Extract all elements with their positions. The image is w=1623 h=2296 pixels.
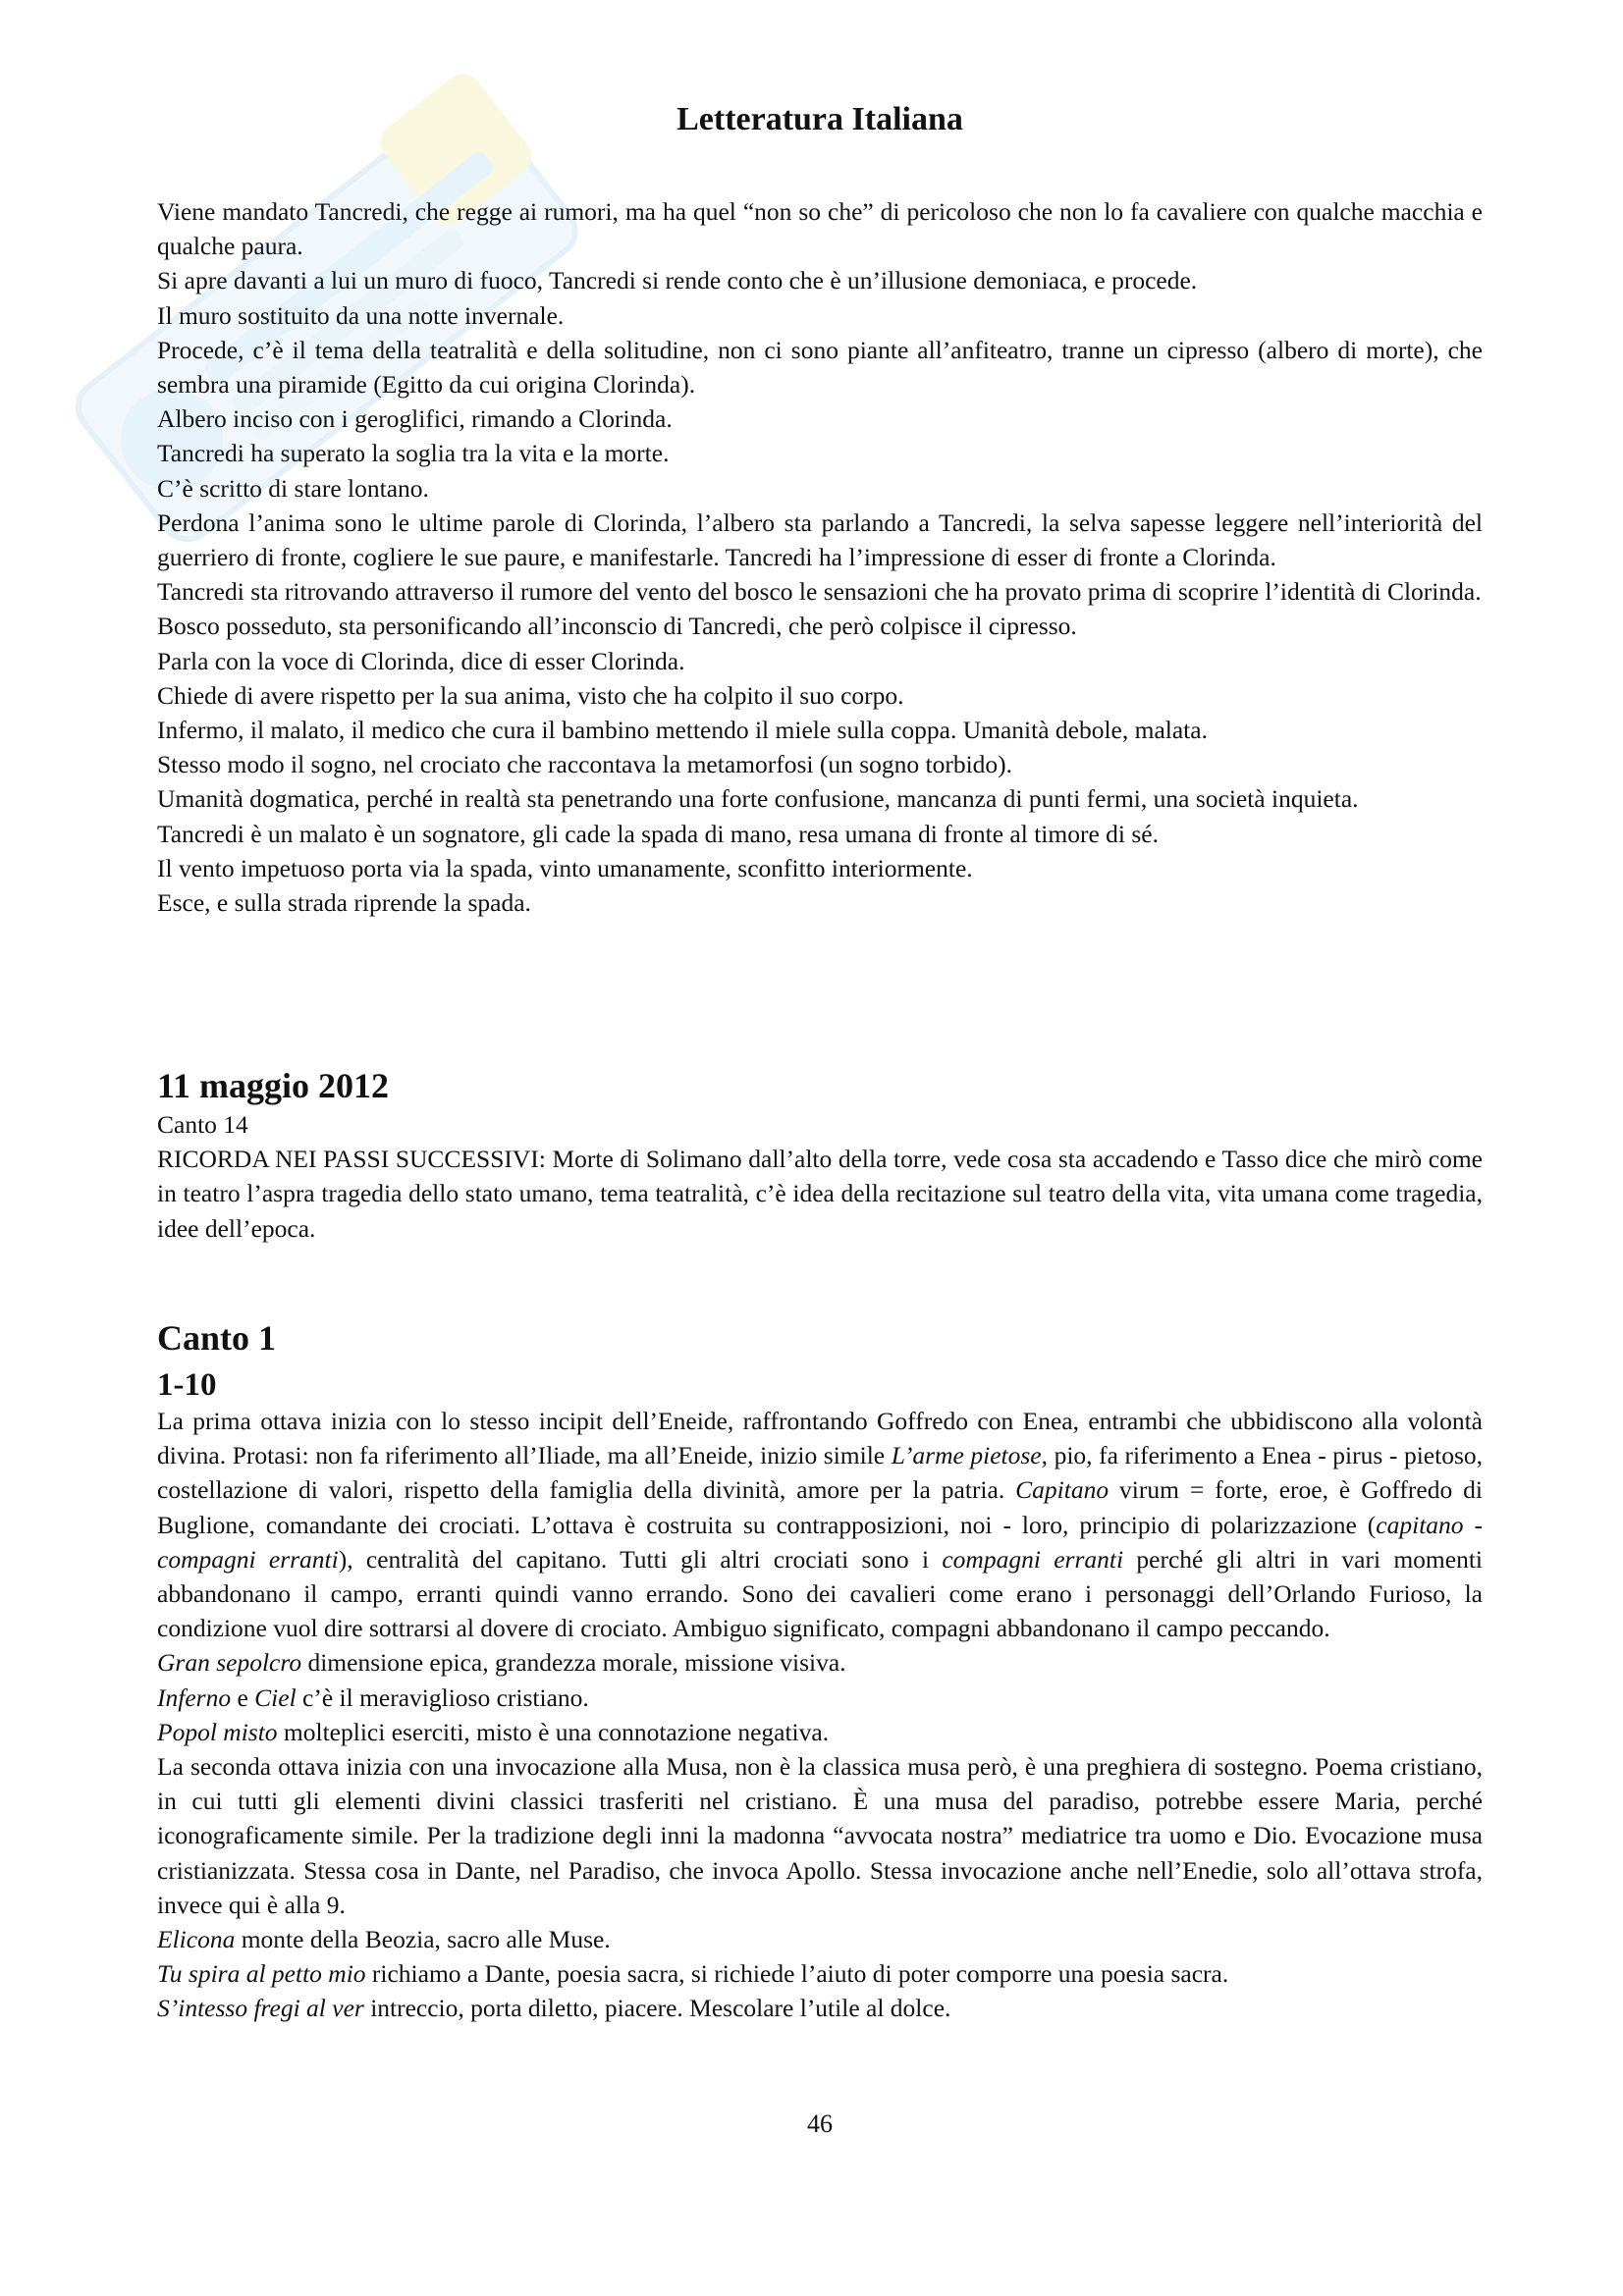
- paragraph: [157, 1922, 1483, 1956]
- italic-quote: L’arme pietose: [891, 1441, 1042, 1470]
- text-run: , pio, fa riferimento a Enea - pirus - pietoso, costellazione di valori, rispetto della famiglia della divinità, amore per la patria.: [157, 1441, 1483, 1505]
- paragraph: [157, 1991, 1483, 2025]
- range-subheading: 1-10: [157, 1367, 217, 1403]
- italic-quote: Inferno: [157, 1682, 232, 1712]
- italic-quote: Ciel: [254, 1682, 297, 1712]
- canto-label: Canto 14: [157, 1110, 248, 1139]
- paragraph: Parla con la voce di Clorinda, dice di esser Clorinda.: [157, 646, 685, 675]
- page-number: 46: [807, 2109, 833, 2138]
- paragraph: Tancredi sta ritrovando attraverso il rumore del vento del bosco le sensazioni che ha provato prima di scoprire l’identità di Clorinda.: [157, 577, 1482, 607]
- italic-quote: compagni erranti: [942, 1544, 1124, 1574]
- text-run: e: [231, 1682, 255, 1712]
- italic-quote: Popol misto: [157, 1717, 278, 1746]
- paragraph: Perdona l’anima sono le ultime parole di Clorinda, l’albero sta parlando a Tancredi, la selva sapesse leggere nell’interiorità del guerriero di fronte, cogliere le sue paure, e manifestarle. Tancredi ha l’impressione di esser di fronte a Clorinda.: [157, 507, 1483, 572]
- italic-quote: Capitano: [1015, 1475, 1109, 1505]
- text-run: intreccio, porta diletto, piacere. Mescolare l’utile al dolce.: [363, 1994, 951, 2023]
- italic-quote: capitano - compagni erranti: [157, 1510, 1483, 1574]
- italic-quote: Tu spira al petto mio: [157, 1959, 366, 1989]
- paragraph: Tancredi ha superato la soglia tra la vita e la morte.: [157, 439, 670, 468]
- paragraph: Esce, e sulla strada riprende la spada.: [157, 888, 531, 918]
- paragraph: Bosco posseduto, sta personificando all’inconscio di Tancredi, che però colpisce il cipresso.: [157, 612, 1077, 641]
- paragraph: Viene mandato Tancredi, che regge ai rumori, ma ha quel “non so che” di pericoloso che non lo fa cavaliere con qualche macchia e qualche paura.: [157, 197, 1483, 261]
- paragraph: Umanità dogmatica, perché in realtà sta penetrando una forte confusione, mancanza di punti fermi, una società inquieta.: [157, 784, 1359, 814]
- paragraph: RICORDA NEI PASSI SUCCESSIVI: Morte di Solimano dall’alto della torre, vede cosa sta accadendo e Tasso dice che mirò come in teatro l’aspra tragedia dello stato umano, tema teatralità, c’è idea della recitazione sul teatro della vita, vita umana come tragedia, idee dell’epoca.: [157, 1145, 1483, 1243]
- notes-section-date: [157, 1107, 1483, 1246]
- paragraph: Infermo, il malato, il medico che cura il bambino mettendo il miele sulla coppa. Umanità debole, malata.: [157, 716, 1208, 745]
- paragraph: Il vento impetuoso porta via la spada, vinto umanamente, sconfitto interiormente.: [157, 853, 973, 882]
- paragraph: Procede, c’è il tema della teatralità e della solitudine, non ci sono piante all’anfiteatro, tranne un cipresso (albero di morte), che sembra una piramide (Egitto da cui origina Clorinda).: [157, 335, 1483, 400]
- paragraph: Tancredi è un malato è un sognatore, gli cade la spada di mano, resa umana di fronte al timore di sé.: [157, 819, 1159, 848]
- date-heading: 11 maggio 2012: [157, 1066, 390, 1105]
- paragraph: Stesso modo il sogno, nel crociato che raccontava la metamorfosi (un sogno torbido).: [157, 750, 1013, 779]
- notes-section-canto-1: [157, 1404, 1483, 2026]
- text-run: La prima ottava inizia con lo stesso incipit dell’Eneide, raffrontando Goffredo con Enea, entrambi che ubbidiscono alla volontà divina. Protasi: non fa riferimento all’Iliade, ma all’Eneide, inizio simile: [157, 1407, 1483, 1470]
- text-run: molteplici eserciti, misto è una connotazione negativa.: [277, 1717, 830, 1746]
- page-title: Letteratura Italiana: [676, 101, 963, 137]
- text-run: dimensione epica, grandezza morale, missione visiva.: [301, 1648, 846, 1678]
- text-run: richiamo a Dante, poesia sacra, si richiede l’aiuto di poter comporre una poesia sacra.: [365, 1959, 1229, 1989]
- notes-section-tancredi: [157, 194, 1483, 920]
- paragraph: Il muro sostituito da una notte invernale.: [157, 300, 565, 330]
- paragraph: [157, 1715, 1483, 1749]
- paragraph: [157, 1645, 1483, 1680]
- text-run: virum = forte, eroe, è Goffredo di Buglione, comandante dei crociati. L’ottava è costruita su contrapposizioni, noi - loro, principio di polarizzazione (: [157, 1475, 1483, 1539]
- text-run: c’è il meraviglioso cristiano.: [296, 1682, 589, 1712]
- paragraph: C’è scritto di stare lontano.: [157, 473, 429, 503]
- paragraph: La seconda ottava inizia con una invocazione alla Musa, non è la classica musa però, è una preghiera di sostegno. Poema cristiano, in cui tutti gli elementi divini classici trasferiti nel cristiano. È una musa del paradiso, potrebbe essere Maria, perché iconograficamente simile. Per la tradizione degli inni la madonna “avvocata nostra” mediatrice tra uomo e Dio. Evocazione musa cristianizzata. Stessa cosa in Dante, nel Paradiso, che invoca Apollo. Stessa invocazione anche nell’Enedie, solo all’ottava strofa, invece qui è alla 9.: [157, 1752, 1483, 1919]
- paragraph: [157, 1681, 1483, 1715]
- paragraph: [157, 1404, 1483, 1645]
- italic-quote: S’intesso fregi al ver: [157, 1994, 364, 2023]
- paragraph: Chiede di avere rispetto per la sua anima, visto che ha colpito il suo corpo.: [157, 680, 904, 710]
- text-run: monte della Beozia, sacro alle Muse.: [235, 1925, 611, 1954]
- italic-quote: Gran sepolcro: [157, 1648, 302, 1678]
- italic-quote: Elicona: [157, 1925, 236, 1954]
- paragraph: [157, 1956, 1483, 1991]
- text-run: perché gli altri in vari momenti abbandonano il campo, erranti quindi vanno errando. Sono dei cavalieri come erano i personaggi dell’Orlando Furioso, la condizione vuol dire sottrarsi al dovere di crociato. Ambiguo significato, compagni abbandonano il campo peccando.: [157, 1544, 1483, 1643]
- paragraph: Albero inciso con i geroglifici, rimando a Clorinda.: [157, 404, 673, 434]
- text-run: ), centralità del capitano. Tutti gli altri crociati sono i: [338, 1544, 943, 1574]
- canto-heading: Canto 1: [157, 1318, 277, 1358]
- paragraph: Si apre davanti a lui un muro di fuoco, Tancredi si rende conto che è un’illusione demoniaca, e procede.: [157, 266, 1198, 295]
